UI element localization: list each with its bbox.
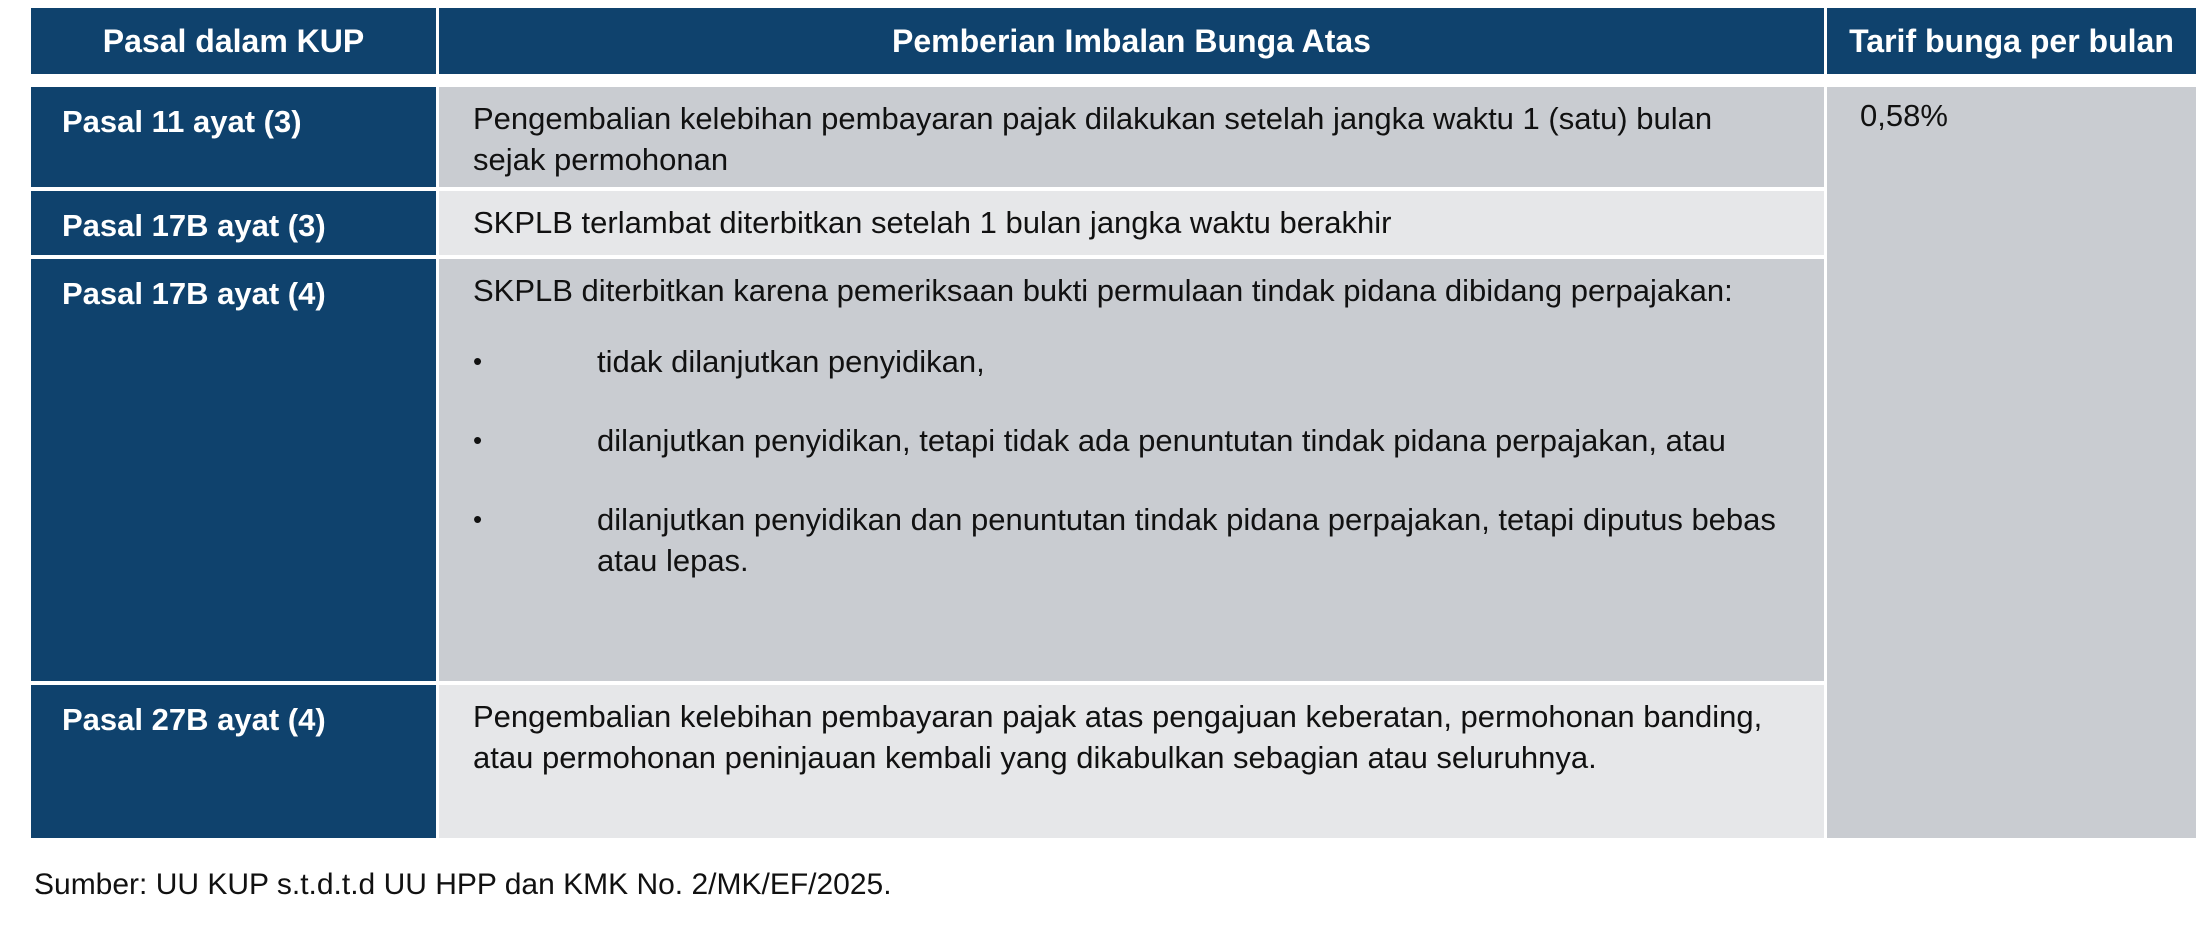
bullet-text: dilanjutkan penyidikan dan penuntutan tindak pidana perpajakan, tetapi diputus bebas atau lepas. — [597, 502, 1776, 578]
bullet-text: tidak dilanjutkan penyidikan, — [597, 344, 985, 379]
source-note: Sumber: UU KUP s.t.d.t.d UU HPP dan KMK No. 2/MK/EF/2025. — [34, 868, 892, 901]
bullet-icon: • — [473, 346, 483, 376]
list-item — [473, 499, 1784, 581]
interest-rate-table — [31, 8, 2196, 838]
row-label-pasal-17b-3: Pasal 17B ayat (3) — [31, 191, 436, 259]
row-label-pasal-17b-4: Pasal 17B ayat (4) — [31, 259, 436, 685]
list-item — [473, 420, 1784, 461]
row-desc-pasal-17b-4 — [439, 259, 1824, 685]
header-pemberian: Pemberian Imbalan Bunga Atas — [439, 8, 1824, 74]
row-label-pasal-11: Pasal 11 ayat (3) — [31, 87, 436, 191]
list-item — [473, 341, 1784, 382]
header-pasal: Pasal dalam KUP — [31, 8, 436, 74]
header-gap — [31, 74, 436, 87]
row-desc-pasal-27b-4: Pengembalian kelebihan pembayaran pajak atas pengajuan keberatan, permohonan banding, atau permohonan peninjauan kembali yang dikabulkan sebagian atau seluruhnya. — [439, 685, 1824, 838]
row-desc-pasal-17b-3: SKPLB terlambat diterbitkan setelah 1 bulan jangka waktu berakhir — [439, 191, 1824, 259]
bullet-text: dilanjutkan penyidikan, tetapi tidak ada penuntutan tindak pidana perpajakan, atau — [597, 423, 1726, 458]
header-gap — [439, 74, 1824, 87]
header-tarif: Tarif bunga per bulan — [1827, 8, 2196, 74]
bullet-icon: • — [473, 504, 483, 534]
bullet-icon: • — [473, 425, 483, 455]
bullet-list — [473, 341, 1784, 581]
row-desc-intro: SKPLB diterbitkan karena pemeriksaan bukti permulaan tindak pidana dibidang perpajakan: — [473, 273, 1733, 308]
row-desc-pasal-11: Pengembalian kelebihan pembayaran pajak dilakukan setelah jangka waktu 1 (satu) bulan sejak permohonan — [439, 87, 1824, 191]
rate-cell: 0,58% — [1827, 87, 2196, 838]
header-gap — [1827, 74, 2196, 87]
row-label-pasal-27b-4: Pasal 27B ayat (4) — [31, 685, 436, 838]
